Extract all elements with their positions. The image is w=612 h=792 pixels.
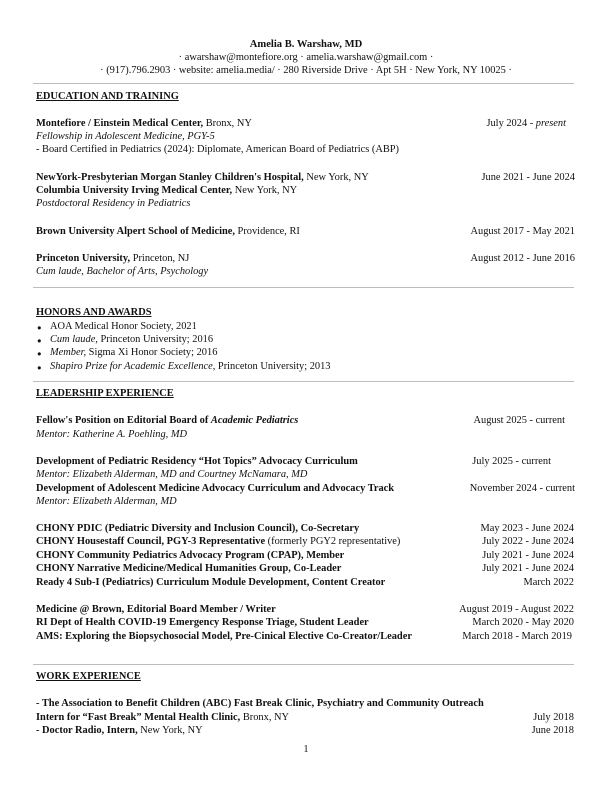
divider [33, 381, 574, 382]
honors-heading: HONORS AND AWARDS [36, 307, 152, 318]
education-montefiore: Montefiore / Einstein Medical Center, Bronx, NY [36, 118, 252, 129]
leadership-chony-date: March 2022 [523, 577, 574, 588]
leadership-chony-date: July 2022 - June 2024 [482, 536, 574, 547]
education-princeton-date: August 2012 - June 2016 [470, 253, 575, 264]
leadership-chony-item: CHONY Narrative Medicine/Medical Humanities Group, Co-Leader [36, 563, 342, 574]
education-heading: EDUCATION AND TRAINING [36, 91, 179, 102]
leadership-brown-date: March 2020 - May 2020 [472, 617, 574, 628]
leadership-hot-topics-date: July 2025 - current [472, 456, 551, 467]
work-radio: - Doctor Radio, Intern, New York, NY [36, 725, 203, 736]
divider [33, 664, 574, 665]
honor-item: ● AOA Medical Honor Society, 2021 [50, 321, 197, 332]
education-brown: Brown University Alpert School of Medicine, Providence, RI [36, 226, 300, 237]
leadership-brown-date: March 2018 - March 2019 [462, 631, 572, 642]
leadership-adol-track: Development of Adolescent Medicine Advocacy Curriculum and Advocacy Track [36, 483, 395, 494]
leadership-adol-track-date: November 2024 - current [469, 483, 575, 494]
education-montefiore-role: Fellowship in Adolescent Medicine, PGY-5 [36, 131, 215, 142]
honor-item: ● Shapiro Prize for Academic Excellence, Princeton University; 2013 [50, 361, 330, 372]
leadership-brown-date: August 2019 - August 2022 [459, 604, 574, 615]
education-nyp-role: Postdoctoral Residency in Pediatrics [36, 198, 191, 209]
resume-name: Amelia B. Warshaw, MD [249, 39, 363, 50]
leadership-adol-track-mentor: Mentor: Elizabeth Alderman, MD [36, 496, 177, 507]
honor-item: ● Member, Sigma Xi Honor Society; 2016 [50, 347, 217, 358]
education-princeton-role: Cum laude, Bachelor of Arts, Psychology [36, 266, 209, 277]
education-board-cert: - Board Certified in Pediatrics (2024): Diplomate, American Board of Pediatrics (ABP) [36, 144, 400, 155]
leadership-chony-item: CHONY Housestaff Council, PGY-3 Representative (formerly PGY2 representative) [36, 536, 401, 547]
work-heading: WORK EXPERIENCE [36, 671, 141, 682]
page-number: 1 [303, 744, 309, 755]
work-abc: - The Association to Benefit Children (ABC) Fast Break Clinic, Psychiatry and Community Outreach [36, 698, 484, 709]
leadership-brown-item: Medicine @ Brown, Editorial Board Member / Writer [36, 604, 276, 615]
divider [33, 287, 574, 288]
leadership-editorial: Fellow's Position on Editorial Board of Academic Pediatrics [36, 415, 299, 426]
leadership-brown-item: RI Dept of Health COVID-19 Emergency Response Triage, Student Leader [36, 617, 369, 628]
leadership-heading: LEADERSHIP EXPERIENCE [36, 388, 174, 399]
contact-emails: · awarshaw@montefiore.org · amelia.warshaw@gmail.com · [178, 52, 434, 63]
work-radio-date: June 2018 [531, 725, 574, 736]
leadership-brown-item: AMS: Exploring the Biopsychosocial Model, Pre-Cinical Elective Co-Creator/Leader [36, 631, 412, 642]
education-nyp: NewYork-Presbyterian Morgan Stanley Children's Hospital, New York, NY [36, 172, 369, 183]
education-princeton: Princeton University, Princeton, NJ [36, 253, 190, 264]
work-abc-date: July 2018 [533, 712, 574, 723]
leadership-chony-item: CHONY Community Pediatrics Advocacy Program (CPAP), Member [36, 550, 345, 561]
leadership-chony-date: May 2023 - June 2024 [480, 523, 574, 534]
education-brown-date: August 2017 - May 2021 [470, 226, 575, 237]
leadership-editorial-mentor: Mentor: Katherine A. Poehling, MD [36, 429, 188, 440]
leadership-chony-date: July 2021 - June 2024 [482, 550, 574, 561]
leadership-chony-item: Ready 4 Sub-I (Pediatrics) Curriculum Module Development, Content Creator [36, 577, 386, 588]
honor-item: ● Cum laude, Princeton University; 2016 [50, 334, 213, 345]
education-columbia: Columbia University Irving Medical Center, New York, NY [36, 185, 298, 196]
work-abc-intern: Intern for “Fast Break” Mental Health Clinic, Bronx, NY [36, 712, 290, 723]
contact-phone-address: · (917).796.2903 · website: amelia.media/ · 280 Riverside Drive · Apt 5H · New York, NY 10025 · [100, 65, 512, 76]
education-montefiore-date: July 2024 - present [486, 118, 566, 129]
leadership-editorial-date: August 2025 - current [473, 415, 565, 426]
divider [33, 83, 574, 84]
leadership-chony-item: CHONY PDIC (Pediatric Diversity and Inclusion Council), Co-Secretary [36, 523, 360, 534]
leadership-chony-date: July 2021 - June 2024 [482, 563, 574, 574]
education-nyp-date: June 2021 - June 2024 [481, 172, 575, 183]
leadership-hot-topics: Development of Pediatric Residency “Hot Topics” Advocacy Curriculum [36, 456, 358, 467]
leadership-hot-topics-mentor: Mentor: Elizabeth Alderman, MD and Courtney McNamara, MD [36, 469, 308, 480]
